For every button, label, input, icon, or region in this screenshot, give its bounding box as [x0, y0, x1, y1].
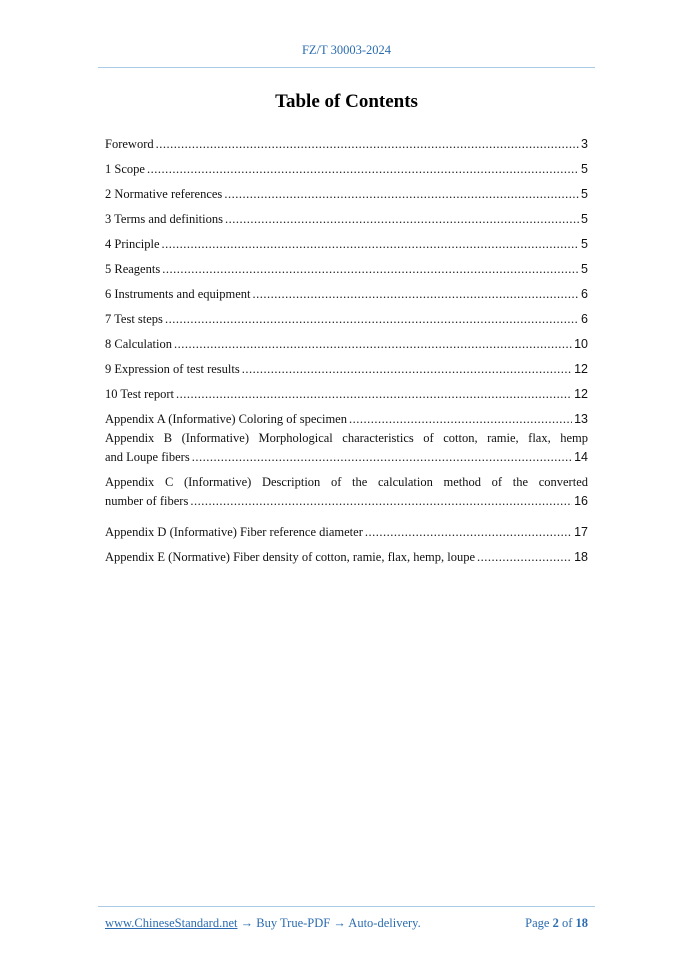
dot-leader [162, 235, 580, 254]
page-of-label: of [561, 916, 573, 930]
toc-entry-title: 10 Test report [105, 387, 175, 401]
toc-entry-title: 7 Test steps [105, 312, 163, 326]
toc-entry-appendix-d[interactable] [105, 517, 588, 542]
running-header: FZ/T 30003-2024 [301, 43, 391, 57]
toc-page-number: 6 [581, 312, 588, 326]
toc-entry-expression-results[interactable] [105, 354, 588, 379]
toc-page-number: 18 [574, 550, 588, 564]
toc-page-number: 5 [581, 262, 588, 276]
toc-entry-title: 3 Terms and definitions [105, 212, 223, 226]
page-label: Page [525, 916, 550, 930]
toc-entry-title: 1 Scope [105, 162, 145, 176]
promo-text: → Buy True-PDF → Auto-delivery. [240, 916, 421, 930]
toc-entry-foreword[interactable] [105, 129, 588, 154]
toc-entry-appendix-e[interactable] [105, 542, 588, 567]
toc-page-number: 6 [581, 287, 588, 301]
toc-entry-normative-references[interactable] [105, 179, 588, 204]
toc-entry-title: Appendix B (Informative) Morphological characteristics of cotton, ramie, flax, hemp [105, 431, 588, 445]
toc-entry-test-report[interactable] [105, 379, 588, 404]
toc-entry-terms-definitions[interactable] [105, 204, 588, 229]
toc-entry-instruments[interactable] [105, 279, 588, 304]
toc-page-number: 14 [574, 450, 588, 464]
header-divider [98, 67, 595, 68]
dot-leader [147, 160, 579, 179]
table-of-contents [105, 129, 588, 567]
toc-page-number: 5 [581, 162, 588, 176]
page-title: Table of Contents [275, 91, 418, 112]
toc-entry-scope[interactable] [105, 154, 588, 179]
toc-page-number: 12 [574, 362, 588, 376]
dot-leader [225, 210, 579, 229]
toc-entry-title: 5 Reagents [105, 262, 161, 276]
dot-leader [349, 410, 572, 429]
dot-leader [252, 285, 579, 304]
toc-entry-title: 8 Calculation [105, 337, 172, 351]
toc-page-number: 17 [574, 525, 588, 539]
toc-entry-calculation[interactable] [105, 329, 588, 354]
toc-entry-appendix-c[interactable] [105, 473, 588, 511]
toc-entry-principle[interactable] [105, 229, 588, 254]
toc-page-number: 5 [581, 187, 588, 201]
page-footer [105, 916, 588, 931]
dot-leader [165, 310, 579, 329]
toc-entry-title: Foreword [105, 137, 154, 151]
total-pages-number: 18 [575, 916, 588, 930]
page-indicator [525, 916, 588, 931]
dot-leader [174, 335, 572, 354]
toc-page-number: 12 [574, 387, 588, 401]
dot-leader [192, 448, 572, 467]
dot-leader [190, 492, 572, 511]
toc-entry-title-continued: and Loupe fibers [105, 450, 190, 464]
toc-entry-title: 4 Principle [105, 237, 160, 251]
footer-promo [105, 916, 421, 931]
dot-leader [176, 385, 572, 404]
toc-entry-test-steps[interactable] [105, 304, 588, 329]
website-link[interactable]: www.ChineseStandard.net [105, 916, 238, 930]
dot-leader [477, 548, 572, 567]
toc-entry-title-continued: number of fibers [105, 494, 189, 508]
toc-entry-appendix-a[interactable] [105, 404, 588, 429]
toc-page-number: 5 [581, 237, 588, 251]
toc-entry-title: Appendix E (Normative) Fiber density of cotton, ramie, flax, hemp, loupe [105, 550, 476, 564]
toc-entry-title: Appendix C (Informative) Description of the calculation method of the converted [105, 475, 588, 489]
toc-entry-title: Appendix D (Informative) Fiber reference diameter [105, 525, 363, 539]
toc-entry-title: 9 Expression of test results [105, 362, 240, 376]
toc-entry-reagents[interactable] [105, 254, 588, 279]
toc-page-number: 16 [574, 494, 588, 508]
toc-entry-title: 6 Instruments and equipment [105, 287, 251, 301]
dot-leader [365, 523, 572, 542]
toc-page-number: 5 [581, 212, 588, 226]
toc-page-number: 3 [581, 137, 588, 151]
current-page-number: 2 [552, 916, 559, 930]
dot-leader [162, 260, 579, 279]
toc-entry-title: 2 Normative references [105, 187, 223, 201]
toc-page-number: 10 [574, 337, 588, 351]
toc-page-number: 13 [574, 412, 588, 426]
dot-leader [224, 185, 579, 204]
toc-entry-title: Appendix A (Informative) Coloring of specimen [105, 412, 347, 426]
dot-leader [156, 135, 579, 154]
toc-entry-appendix-b[interactable] [105, 429, 588, 467]
dot-leader [242, 360, 572, 379]
footer-divider [98, 906, 595, 907]
